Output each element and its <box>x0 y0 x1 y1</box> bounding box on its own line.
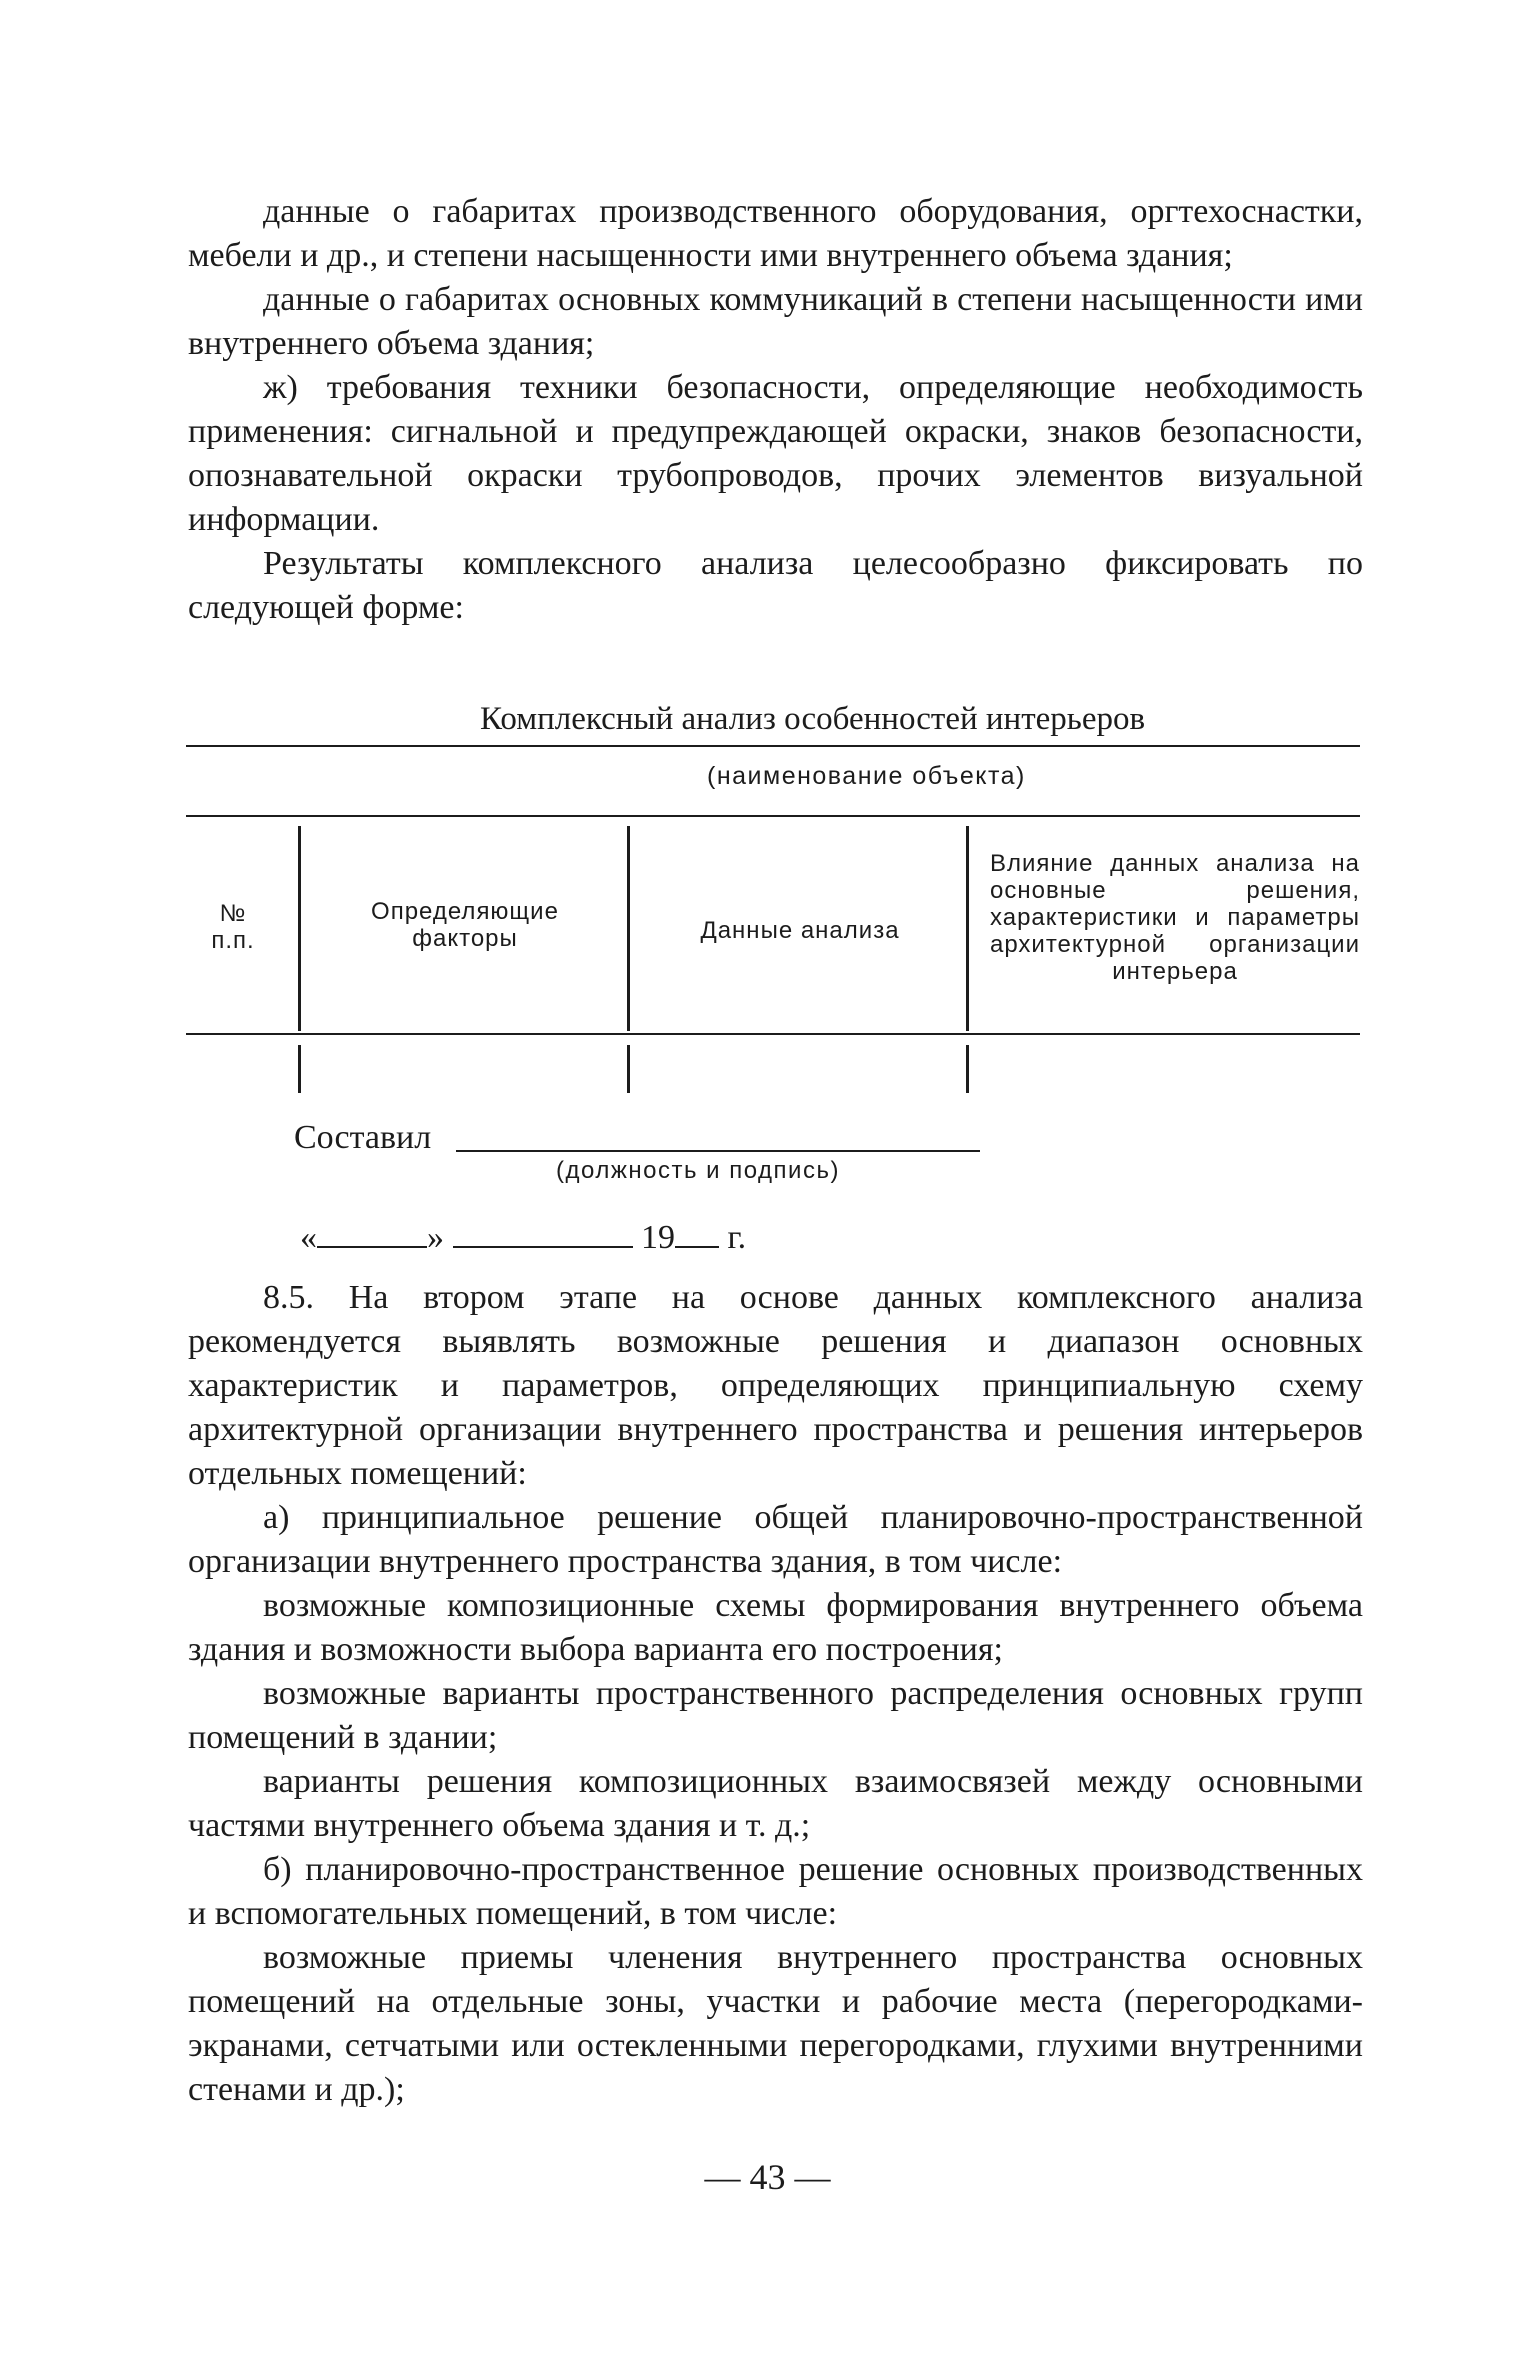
paragraph: варианты решения композиционных взаимосвязей между основными частями внутреннего объема здания и т. д.; <box>188 1763 1363 1844</box>
paragraph: возможные композиционные схемы формирования внутреннего объема здания и возможности выбора варианта его построения; <box>188 1587 1363 1668</box>
paragraph: б) планировочно-пространственное решение основных производственных и вспомогательных помещений, в том числе: <box>188 1851 1363 1932</box>
table-column-divider <box>627 1045 630 1093</box>
signature-line <box>456 1150 980 1152</box>
header-influence: Влияние данных анализа на основные решения, характеристики и параметры архитектурной организации интерьера <box>990 850 1360 985</box>
table-column-divider <box>627 826 630 1031</box>
header-analysis-data: Данные анализа <box>700 917 900 944</box>
paragraph: данные о габаритах основных коммуникаций в степени насыщенности ими внутреннего объема здания; <box>188 281 1363 362</box>
table-column-divider <box>966 1045 969 1093</box>
paragraph: ж) требования техники безопасности, определяющие необходимость применения: сигнальной и предупреждающей окраски, знаков безопасности, опознавательной окраски трубопроводов, прочих элементов визуальной информации. <box>188 369 1363 538</box>
object-name-caption: (наименование объекта) <box>707 762 1026 790</box>
table-column-divider <box>298 1045 301 1093</box>
table-top-rule <box>186 815 1360 817</box>
year-blank <box>675 1218 719 1248</box>
paragraph: а) принципиальное решение общей планировочно-пространственной организации внутреннего пространства здания, в том числе: <box>188 1499 1363 1580</box>
table-header-bottom-rule <box>186 1033 1360 1035</box>
date-open-quote: « <box>300 1219 317 1256</box>
table-column-divider <box>966 826 969 1031</box>
paragraph: возможные варианты пространственного распределения основных групп помещений в здании; <box>188 1675 1363 1756</box>
signed-label: Составил <box>294 1119 432 1156</box>
paragraph: Результаты комплексного анализа целесообразно фиксировать по следующей форме: <box>188 545 1363 626</box>
paragraph: возможные приемы членения внутреннего пространства основных помещений на отдельные зоны, участки и рабочие места (перегородками-экранами, сетчатыми или остекленными перегородками, глухими внутренними стенами и др.); <box>188 1939 1363 2108</box>
day-blank <box>317 1218 427 1248</box>
page-number: — 43 — <box>704 2157 831 2197</box>
month-blank <box>453 1218 633 1248</box>
paragraph: данные о габаритах производственного оборудования, оргтехоснастки, мебели и др., и степени насыщенности ими внутреннего объема здания; <box>188 193 1363 274</box>
header-number: № п.п. <box>211 900 255 954</box>
date-line <box>300 1216 746 1260</box>
date-close-quote: » <box>427 1219 444 1256</box>
signature-caption: (должность и подпись) <box>556 1157 840 1184</box>
bottom-text-block <box>188 1276 1363 2112</box>
top-text-block <box>188 190 1363 630</box>
paragraph: 8.5. На втором этапе на основе данных комплексного анализа рекомендуется выявлять возможные решения и диапазон основных характеристик и параметров, определяющих принципиальную схему архитектурной организации внутреннего пространства и решения интерьеров отдельных помещений: <box>188 1279 1363 1492</box>
table-column-divider <box>298 826 301 1031</box>
year-prefix: 19 <box>641 1219 675 1256</box>
year-suffix: г. <box>727 1219 747 1256</box>
form-title: Комплексный анализ особенностей интерьеров <box>480 701 1146 737</box>
form-title-underline <box>186 745 1360 747</box>
header-factors: Определяющие факторы <box>371 898 559 952</box>
